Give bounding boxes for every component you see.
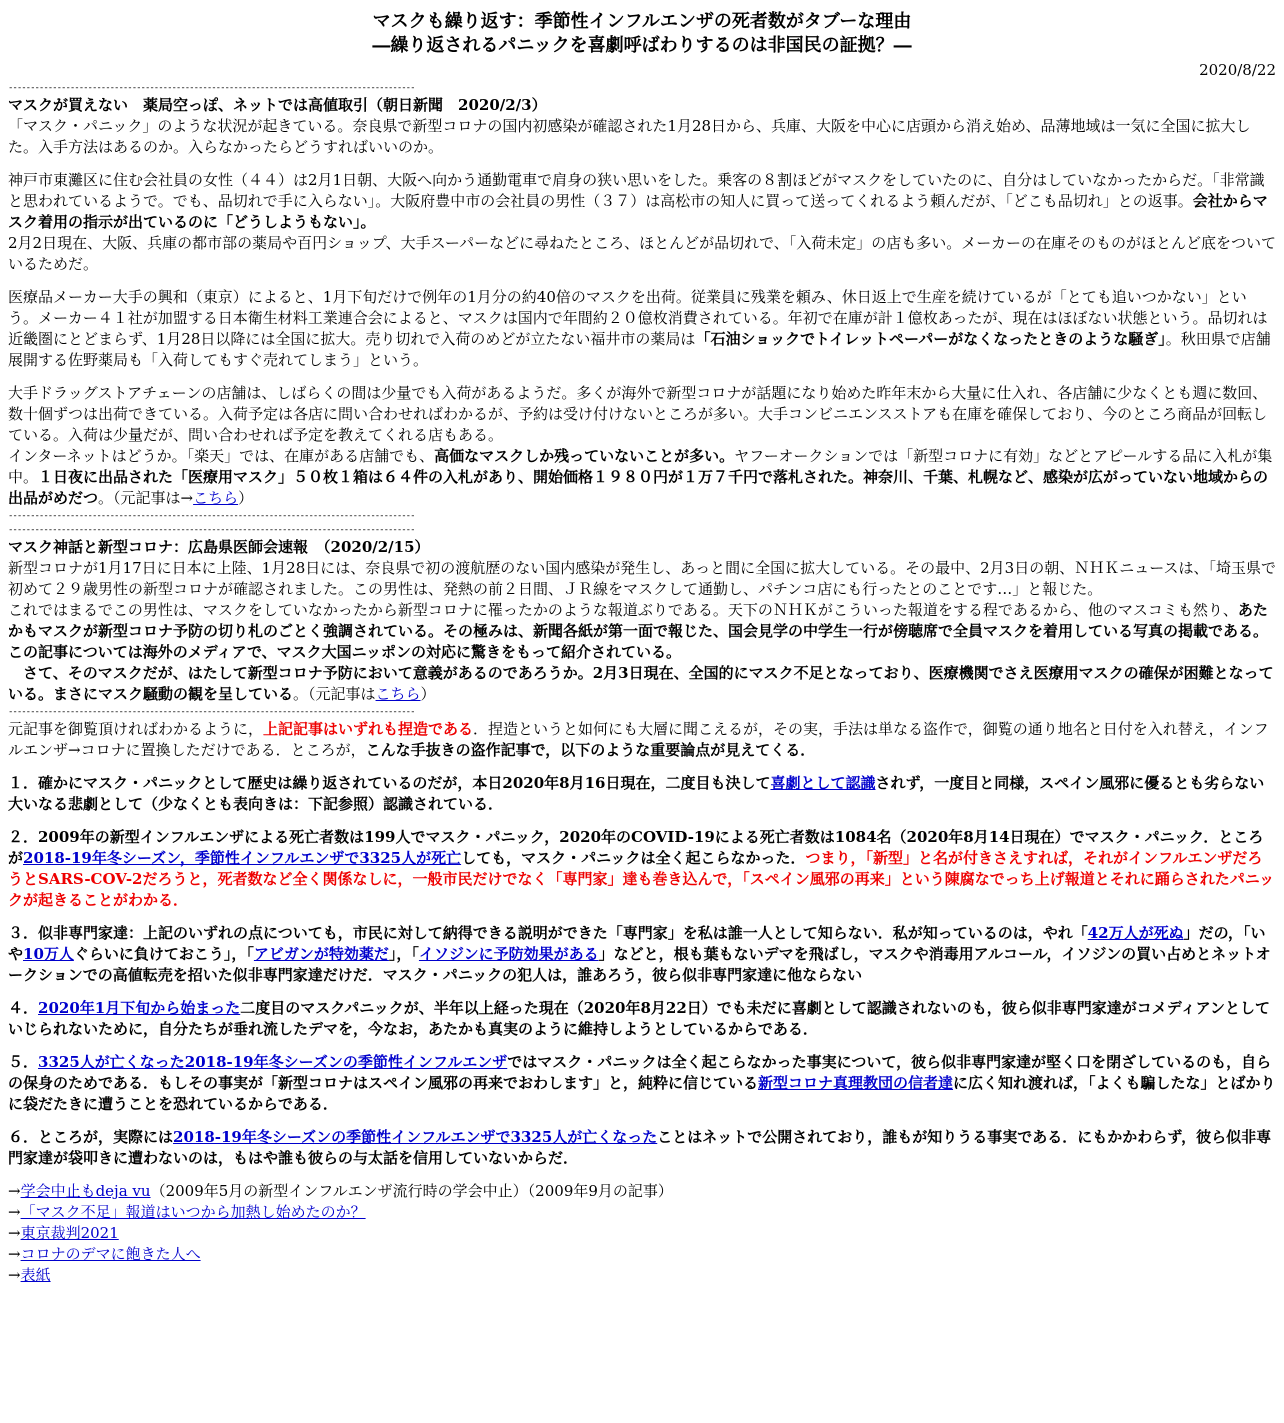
link[interactable]: 東京裁判2021: [20, 1224, 119, 1242]
bold-text: 会社からマスク着用の指示が出ているのに「どうしようもない」。: [8, 192, 1268, 231]
arrow-icon: →: [8, 1266, 21, 1284]
related-link-item: [8, 1181, 1276, 1202]
bold-text: こんな手抜きの盗作記事で，以下のような重要論点が見えてくる．: [365, 741, 816, 759]
arrow-icon: →: [8, 1224, 21, 1242]
text: 2月2日現在、大阪、兵庫の都市部の薬局や百円ショップ、大手スーパーなどに尋ねたところ、ほとんどが品切れで、「入荷未定」の店も多い。メーカーの在庫そのものがほとんど底をついているためだ。: [8, 234, 1276, 273]
text: ではマスク・パニックは全く起こらなかった事実について，彼ら似非専門家達が堅く口を閉ざしているのも，自らの保身のためである．もしその事実が「新型コロナはスペイン風邪の再来でおわします」と，純粋に信じている: [8, 1053, 1272, 1092]
text: 。（元記事は→: [98, 489, 194, 507]
text: ２．2009年の新型インフルエンザによる死亡者数は199人でマスク・パニック，2020年のCOVID-19による死亡者数は1084名（2020年8月14日現在）でマスク・パニック．ところが: [8, 828, 1264, 867]
related-links: [8, 1181, 1276, 1286]
link[interactable]: 新型コロナ真理教団の信者達: [758, 1074, 954, 1092]
text: 。秋田県で店舗展開する佐野薬局も「入荷してもすぐ売れてしまう」という。: [8, 330, 1271, 369]
article2-paragraph: [8, 600, 1276, 663]
text: ヤフーオークションでは「新型コロナに有効」などとアピールする品に入札が集中。: [8, 447, 1273, 486]
bold-text: あたかもマスクが新型コロナ予防の切り札のごとく強調されている。その極みは、新聞各紙が第一面で報じた、国会見学の中学生一行が傍聴席で全員マスクを着用している写真の掲載である。この記事については海外のメディアで、マスク大国ニッポンの対応に驚きをもって紹介されている。: [8, 601, 1269, 661]
page-title: [8, 10, 1276, 58]
title-line: マスクも繰り返す：季節性インフルエンザの死者数がタブーな理由: [372, 11, 912, 32]
source-link[interactable]: こちら: [375, 685, 421, 703]
text: 元記事を御覧頂ければわかるように，: [8, 720, 264, 738]
point-3: [8, 923, 1276, 986]
article1-paragraph: 「マスク・パニック」のような状況が起きている。奈良県で新型コロナの国内初感染が確認された1月28日から、兵庫、大阪を中心に店頭から消え始め、品薄地域は一気に全国に拡大した。入手方法はあるのか。入らなかったらどうすればいいのか。: [8, 117, 1251, 156]
link[interactable]: アビガンが特効薬だ: [253, 945, 389, 963]
text: （2009年5月の新型インフルエンザ流行時の学会中止）（2009年9月の記事）: [150, 1182, 673, 1200]
text: ことはネットで公開されており，誰もが知りうる事実である．にもかかわらず，彼ら似非専門家達が袋叩きに遭わないのは，もはや誰も彼らの与太話を信用していないからだ．: [8, 1128, 1272, 1167]
text: これではまるでこの男性は、マスクをしていなかったから新型コロナに罹ったかのような報道ぶりである。天下のＮＨＫがこういった報道をする程であるから、他のマスコミも然り、: [8, 601, 1238, 619]
link[interactable]: コロナのデマに飽きた人へ: [20, 1245, 201, 1263]
red-text: 上記記事はいずれも捏造である: [263, 720, 474, 738]
divider: --------------------------------------------------------------------------------------------: [8, 511, 415, 521]
article1-heading: マスクが買えない 薬局空っぽ、ネットでは高値取引（朝日新聞 2020/2/3）: [8, 96, 547, 114]
arrow-icon: →: [8, 1245, 21, 1263]
text: されず，一度目と同様，スペイン風邪に優るとも劣らない大いなる悲劇として（少なくとも表向きは：下記参照）認識されている．: [8, 774, 1265, 813]
bold-text: さて、そのマスクだが、はたして新型コロナ予防において意義があるのであろうか。2月3日現在、全国的にマスク不足となっており、医療機関でさえ医療用マスクの確保が困難となっている。まさにマスク騒動の観を呈している: [8, 664, 1274, 703]
text: 医療品メーカー大手の興和（東京）によると、1月下旬だけで例年の1月分の約40倍のマスクを出荷。従業員に残業を頼み、休日返上で生産を続けているが「とても追いつかない」という。メーカー４１社が加盟する日本衛生材料工業連合会によると、マスクは国内で年間約２０億枚消費されている。年初で在庫が計１億枚あったが、現在はほぼない状態という。品切れは近畿圏にとどまらず、1月28日以降には全国に拡大。売り切れで入荷のめどが立たない福井市の薬局は: [8, 288, 1268, 348]
text: 」だの，「いや: [8, 924, 1266, 963]
article1-paragraph: [8, 383, 1276, 509]
text: に広く知れ渡れば，「よくも騙したな」とばかりに袋だたきに遭うことを恐れているからである．: [8, 1074, 1276, 1113]
related-link-item: [8, 1202, 1276, 1223]
related-link-item: [8, 1223, 1276, 1244]
link[interactable]: イソジンに予防効果がある: [418, 945, 599, 963]
text: しても，マスク・パニックは全く起こらなかった．: [461, 849, 806, 867]
link[interactable]: 学会中止もdeja vu: [20, 1182, 151, 1200]
divider: --------------------------------------------------------------------------------------------: [8, 83, 415, 93]
divider: --------------------------------------------------------------------------------------------: [8, 525, 415, 535]
link[interactable]: 2018-19年冬シーズンの季節性インフルエンザで3325人が亡くなった: [173, 1128, 658, 1146]
link[interactable]: 喜劇として認識: [770, 774, 876, 792]
link[interactable]: 42万人が死ぬ: [1087, 924, 1184, 942]
arrow-icon: →: [8, 1203, 21, 1221]
link[interactable]: 「マスク不足」報道はいつから加熱し始めたのか？: [20, 1203, 366, 1221]
text: 神戸市東灘区に住む会社員の女性（４４）は2月1日朝、大阪へ向かう通勤電車で肩身の狭い思いをした。乗客の８割ほどがマスクをしていたのに、自分はしていなかったからだ。「非常識と思われているようで。でも、品切れで手に入らない」。大阪府豊中市の会社員の男性（３７）は高松市の知人に買って送ってくれるよう頼んだが、「どこも品切れ」との返事。: [8, 171, 1265, 210]
point-4: [8, 998, 1276, 1040]
bold-text: 高価なマスクしか残っていないことが多い。: [434, 447, 735, 465]
text: 。（元記事は: [293, 685, 376, 703]
text: 」，「: [388, 945, 419, 963]
divider: --------------------------------------------------------------------------------------------: [8, 707, 415, 717]
source-link[interactable]: こちら: [193, 489, 239, 507]
text: ぐらいに負けておこう」，「: [73, 945, 254, 963]
text: 二度目のマスクパニックが、半年以上経った現在（2020年8月22日）でも未だに喜劇として認識されないのも，彼ら似非専門家達がコメディアンとしていじられないために，自分たちが垂れ流したデマを，今なお，あたかも真実のように維持しようとしているからである．: [8, 999, 1270, 1038]
commentary-intro: [8, 719, 1276, 761]
link[interactable]: 表紙: [20, 1266, 51, 1284]
link[interactable]: 10万人: [23, 945, 74, 963]
text: インターネットはどうか。「楽天」では、在庫がある店舗でも、: [8, 447, 435, 465]
text: ４．: [8, 999, 39, 1017]
article2-heading: マスク神話と新型コロナ：広島県医師会速報 （2020/2/15）: [8, 538, 430, 556]
text: １．確かにマスク・パニックとして歴史は繰り返されているのだが，本日2020年8月16日現在，二度目も決して: [8, 774, 771, 792]
text: ）: [420, 685, 436, 703]
text: ．捏造というと如何にも大層に聞こえるが，その実，手法は単なる盗作で，御覧の通り地名と日付を入れ替え，インフルエンザ→コロナに置換しただけである．ところが，: [8, 720, 1269, 759]
subtitle-line: ―繰り返されるパニックを喜劇呼ばわりするのは非国民の証拠？―: [372, 35, 912, 56]
related-link-item: [8, 1265, 1276, 1286]
article1-paragraph: [8, 170, 1276, 275]
article1-paragraph: [8, 287, 1276, 371]
point-6: [8, 1127, 1276, 1169]
bold-text: １日夜に出品された「医療用マスク」５０枚１箱は６４件の入札があり、開始価格１９８０円が１万７千円で落札された。神奈川、千葉、札幌など、感染が広がっていない地域からの出品がめだつ: [8, 468, 1269, 507]
point-1: [8, 773, 1276, 815]
bold-text: 「石油ショックでトイレットペーパーがなくなったときのような騒ぎ」: [695, 330, 1166, 348]
related-link-item: [8, 1244, 1276, 1265]
text: 」などと，根も葉もないデマを飛ばし，マスクや消毒用アルコール，イソジンの買い占めとネットオークションでの高値転売を招いた似非専門家達だけだ．マスク・パニックの犯人は，誰あろう，彼ら似非専門家達に他ならない: [8, 945, 1271, 984]
text: ５．: [8, 1053, 39, 1071]
text: ）: [238, 489, 254, 507]
red-text: つまり，「新型」と名が付きさえすれば，それがインフルエンザだろうとSARS-COV-2だろうと，死者数など全く関係なしに，一般市民だけでなく「専門家」達も巻き込んで，「スペイン風邪の再来」という陳腐なでっち上げ報道とそれに踊らされたパニックが起きることがわかる．: [8, 849, 1275, 909]
text: ３．似非専門家達：上記のいずれの点についても，市民に対して納得できる説明ができた「専門家」を私は誰一人として知らない．私が知っているのは，やれ「: [8, 924, 1088, 942]
page-date: 2020/8/22: [1199, 61, 1276, 79]
link[interactable]: 3325人が亡くなった2018-19年冬シーズンの季節性インフルエンザ: [38, 1053, 508, 1071]
link[interactable]: 2018-19年冬シーズン，季節性インフルエンザで3325人が死亡: [23, 849, 462, 867]
arrow-icon: →: [8, 1182, 21, 1200]
point-2: [8, 827, 1276, 911]
article2-paragraph: [8, 663, 1276, 705]
text: ６．ところが，実際には: [8, 1128, 174, 1146]
point-5: [8, 1052, 1276, 1115]
link[interactable]: 2020年1月下旬から始まった: [38, 999, 241, 1017]
text: 大手ドラッグストアチェーンの店舗は、しばらくの間は少量でも入荷があるようだ。多くが海外で新型コロナが話題になり始めた昨年末から大量に仕入れ、各店舗に少なくとも週に数回、数十個ずつは出荷できている。入荷予定は各店に問い合わせればわかるが、予約は受け付けないところが多い。大手コンビニエンスストアも在庫を確保しており、今のところ商品が回転している。入荷は少量だが、問い合わせれば予定を教えてくれる店もある。: [8, 384, 1268, 444]
article2-paragraph: 新型コロナが1月17日に日本に上陸、1月28日には、奈良県で初の渡航歴のない国内感染が発生し、あっと間に全国に拡大している。その最中、2月3日の朝、ＮＨＫニュースは、「埼玉県で初めて２９歳男性の新型コロナが確認されました。この男性は、発熱の前２日間、ＪＲ線をマスクして通勤し、パチンコ店にも行ったとのことです…」と報じた。: [8, 559, 1276, 598]
